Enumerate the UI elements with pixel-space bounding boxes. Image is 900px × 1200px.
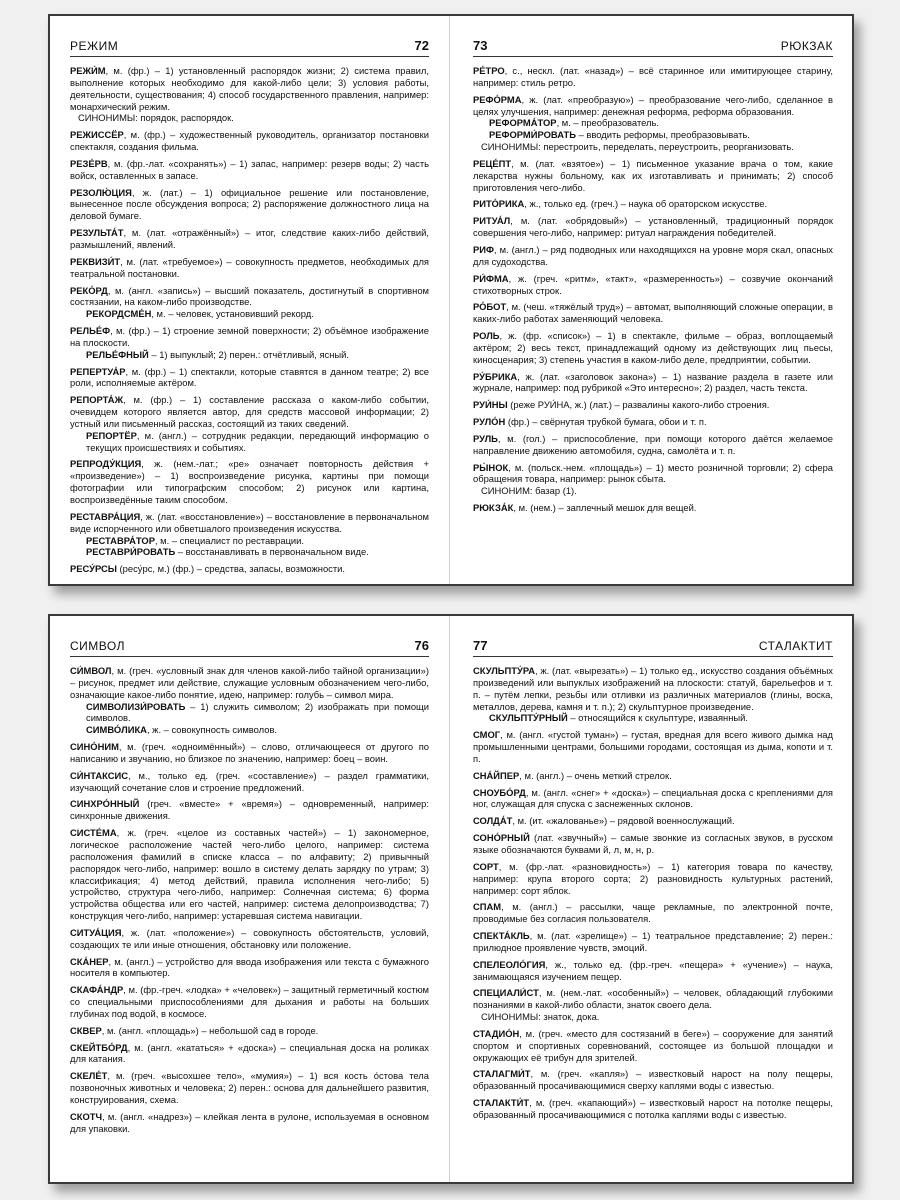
running-head xyxy=(473,638,833,657)
entry-definition: , м. (фр.) – 1) составление рассказа о каком-либо событии, очевидцем которого является автор, для средств массовой информации; 2) устный или письменный рассказ, состоящий из таких сведений. xyxy=(70,394,429,429)
derivative-definition: – вводить реформы, преобразовывать. xyxy=(575,129,750,141)
entry-headword: РЕКВИЗИ́Т xyxy=(70,255,121,267)
entry-definition: , м. (фр.) – 1) спектакли, которые ставятся в данном театре; 2) все роли, исполняемые актёром. xyxy=(70,365,429,389)
dictionary-entry xyxy=(70,827,429,922)
entry-definition: , м. (нем.-лат. «особенный») – человек, обладающий глубокими познаниями в какой-либо области, знаток своего дела. xyxy=(473,987,833,1011)
dictionary-entry xyxy=(70,1070,429,1106)
entry-headword: СПЕЦИАЛИ́СТ xyxy=(473,987,539,999)
dictionary-entry xyxy=(473,416,833,428)
dictionary-entry xyxy=(473,65,833,89)
derivative-headword: РЕСТАВРА́ТОР xyxy=(86,534,155,546)
entry-definition: , м. (англ.) – устройство для ввода изображения или текста с бумажного носителя в компьютер. xyxy=(70,955,429,979)
dictionary-entry xyxy=(473,433,833,457)
dictionary-entry xyxy=(473,832,833,856)
entry-derivative xyxy=(489,712,833,724)
entry-definition: , м. (фр.) – 1) установленный распорядок жизни; 2) система правил, выполнение которых необходимо для какой-либо цели; 3) условия работы, деятельности, существования; 4) способ государственного правления, например: монархический режим. xyxy=(70,65,429,112)
dictionary-entry xyxy=(473,1068,833,1092)
entry-headword: СОНО́РНЫЙ xyxy=(473,832,530,844)
entry-definition: , м. (греч. «капающий») – известковый нарост на потолке пещеры, образованный просачивающимися с потолка каплями воды с известью. xyxy=(473,1097,833,1120)
entry-definition: (греч. «вместе» + «время») – одновременный, например: синхронные движения. xyxy=(70,798,429,822)
dictionary-entry xyxy=(473,371,833,395)
dictionary-entry xyxy=(70,458,429,505)
entry-headword: СКУЛЬПТУ́РА xyxy=(473,665,536,676)
page-number: 72 xyxy=(414,38,429,53)
entry-headword: РИТО́РИКА xyxy=(473,198,525,210)
running-head-word: РЮКЗАК xyxy=(780,39,833,53)
dictionary-entry xyxy=(70,1111,429,1135)
derivative-headword: РЕПОРТЁР xyxy=(86,429,137,441)
entry-headword: СТАЛАКТИ́Т xyxy=(473,1097,530,1109)
entry-headword: СКЕЛЕ́Т xyxy=(70,1070,108,1082)
dictionary-entry xyxy=(473,399,833,411)
entry-headword: СМОГ xyxy=(473,729,501,741)
entry-headword: СИ́НТАКСИС xyxy=(70,769,129,781)
derivative-headword: РЕСТАВРИ́РОВАТЬ xyxy=(86,546,176,558)
entry-headword: РЕКО́РД xyxy=(70,284,108,296)
derivative-definition: , ж. – совокупность символов. xyxy=(146,724,278,736)
derivative-definition: , м. (англ.) – сотрудник редакции, передающий информацию о текущих происшествиях и событиях. xyxy=(86,429,429,453)
entry-definition: , м. (англ.) – очень меткий стрелок. xyxy=(519,769,672,781)
entry-definition: , ж. (лат. «положение») – совокупность обстоятельств, условий, создающих те или иные отношения, обстановку или положение. xyxy=(70,926,429,950)
entry-definition: , ж. (греч. «ритм», «такт», «размеренность») – созвучие окончаний стихотворных строк. xyxy=(473,272,833,296)
entry-definition: , м. (греч. «одноимённый») – слово, отличающееся от другого по написанию и звучанию, но близкое по значению, например: боец – воин. xyxy=(70,741,429,764)
derivative-definition: – 1) выпуклый; 2) перен.: отчётливый, ясный. xyxy=(148,348,350,360)
dictionary-entry xyxy=(473,665,833,724)
dictionary-entry xyxy=(70,394,429,453)
entry-definition: , м. (чеш. «тяжёлый труд») – автомат, выполняющий сложные операции, в каких-либо работах заменяющий человека. xyxy=(473,301,833,325)
dictionary-entry xyxy=(70,984,429,1020)
page-left xyxy=(50,616,450,1182)
entry-headword: РЕЗЕ́РВ xyxy=(70,157,108,169)
entry-definition: (фр.) – свёрнутая трубкой бумага, обои и т. п. xyxy=(505,416,707,428)
entry-definition: , с., нескл. (лат. «назад») – всё старинное или имитирующее старину, например: стиль ретро. xyxy=(473,65,833,88)
entry-definition: , ж., только ед. (фр.-греч. «пещера» + «учение») – наука, занимающаяся изучением пещер. xyxy=(473,958,833,982)
entry-definition: , м. (англ. «запись») – высший показатель, достигнутый в спортивном состязании, на каком-либо производстве. xyxy=(70,284,429,308)
entry-headword: РУЛО́Н xyxy=(473,416,506,428)
entry-derivative xyxy=(489,129,833,141)
entry-list xyxy=(473,65,833,514)
entry-headword: РОЛЬ xyxy=(473,330,500,342)
entry-headword: СПАМ xyxy=(473,901,502,913)
entry-headword: РЕЛЬЕ́Ф xyxy=(70,325,111,337)
entry-headword: РЕСУ́РСЫ xyxy=(70,563,117,575)
entry-headword: СТАДИО́Н xyxy=(473,1027,520,1039)
entry-definition: , м. (фр.-лат. «сохранять») – 1) запас, например: резерв воды; 2) часть войск, оставленных в запасе. xyxy=(70,157,429,181)
entry-definition: , м. (фр.-греч. «лодка» + «человек») – защитный герметичный костюм со специальными приспособлениями для дыхания и работы на больших глубинах под водой, в космосе. xyxy=(70,984,429,1019)
entry-headword: РЕПРОДУ́КЦИЯ xyxy=(70,458,142,470)
dictionary-entry xyxy=(473,1028,833,1064)
entry-headword: СКА́НЕР xyxy=(70,955,109,967)
entry-headword: СОРТ xyxy=(473,860,499,872)
entry-definition: , м. (гол.) – приспособление, при помощи которого даётся желаемое направление движению автомобиля, судна, самолёта и т. п. xyxy=(473,432,833,456)
entry-definition: , ж. (нем.-лат.; «ре» означает повторность действия + «произведение») – 1) воспроизведение рисунка, картины при помощи фотографии или типографским способом; 2) рисунок или картина, воспроизведённые таким способом. xyxy=(70,458,429,505)
dictionary-entry xyxy=(473,930,833,954)
entry-derivative xyxy=(86,535,429,547)
page-right xyxy=(453,16,853,584)
entry-headword: РЕЦЕ́ПТ xyxy=(473,157,512,169)
entry-headword: РЕЗОЛЮ́ЦИЯ xyxy=(70,186,132,198)
dictionary-entry xyxy=(70,511,429,558)
entry-headword: РЕСТАВРА́ЦИЯ xyxy=(70,510,141,522)
dictionary-entry xyxy=(473,861,833,897)
running-head xyxy=(70,638,429,657)
entry-definition: , м., только ед. (греч. «составление») – раздел грамматики, изучающий сочетание слов и строение предложений. xyxy=(70,769,429,793)
entry-derivative xyxy=(86,349,429,361)
entry-headword: СКЕЙТБО́РД xyxy=(70,1041,128,1053)
dictionary-entry xyxy=(70,158,429,182)
derivative-definition: – восстанавливать в первоначальном виде. xyxy=(175,546,369,558)
running-head xyxy=(70,38,429,57)
dictionary-entry xyxy=(70,65,429,124)
entry-definition: , ж. (лат. «преобразую») – преобразование чего-либо, сделанное в целях улучшения, например: денежная реформа, реформа образования. xyxy=(473,93,833,117)
entry-definition: , ж. (греч. «целое из составных частей») – 1) закономерное, логическое расположение частей чего-либо целого, например: система расположения фамилий в списке класса – по алфавиту; 2) привычный распорядок чего-либо, например: вошло в систему делать зарядку по утрам; 3) классификация; 4) метод действий, правила исполнения чего-либо; 5) устройство, структура чего-либо, например: Солнечная система; 6) форма устройства общества или его частей, например: система делопроизводства; 7) конструкция чего-либо, например: устаревшая система навигации. xyxy=(70,827,429,922)
derivative-headword: РЕЛЬЕ́ФНЫЙ xyxy=(86,348,149,360)
dictionary-entry xyxy=(70,1042,429,1066)
dictionary-entry xyxy=(70,665,429,736)
entry-headword: СИТУА́ЦИЯ xyxy=(70,926,122,938)
entry-headword: РО́БОТ xyxy=(473,301,507,313)
entry-derivative xyxy=(86,701,429,725)
dictionary-entry xyxy=(473,901,833,925)
entry-headword: СКВЕР xyxy=(70,1024,102,1036)
entry-headword: РЕ́ТРО xyxy=(473,65,505,76)
entry-definition: , м. (англ. «площадь») – небольшой сад в городе. xyxy=(101,1024,319,1036)
dictionary-entry xyxy=(70,129,429,153)
entry-definition: , ж., только ед. (греч.) – наука об ораторском искусстве. xyxy=(524,198,768,210)
dictionary-entry xyxy=(473,770,833,782)
dictionary-entry xyxy=(70,187,429,223)
entry-definition: , ж. (лат. «заголовок закона») – 1) название раздела в газете или журнале, например: под рубрикой «Это интересно»; 2) раздел, часть текста. xyxy=(473,370,833,394)
entry-headword: СИНХРО́ННЫЙ xyxy=(70,798,140,810)
page-number: 76 xyxy=(414,638,429,653)
dictionary-entry xyxy=(473,330,833,366)
entry-synonyms: СИНОНИМЫ: перестроить, переделать, переустроить, реорганизовать. xyxy=(481,141,794,153)
entry-synonyms: СИНОНИМЫ: знаток, дока. xyxy=(481,1011,600,1023)
dictionary-entry xyxy=(473,273,833,297)
dictionary-entry xyxy=(473,462,833,498)
page-right xyxy=(453,616,853,1182)
dictionary-entry xyxy=(70,256,429,280)
derivative-headword: СКУЛЬПТУ́РНЫЙ xyxy=(489,712,568,724)
dictionary-entry xyxy=(70,927,429,951)
derivative-headword: РЕКОРДСМЕ́Н xyxy=(86,308,152,320)
running-head-word: РЕЖИМ xyxy=(70,39,119,53)
entry-headword: РИФ xyxy=(473,243,494,255)
entry-headword: СИСТЕ́МА xyxy=(70,827,117,839)
dictionary-entry xyxy=(473,94,833,153)
page-number: 77 xyxy=(473,638,488,653)
dictionary-entry xyxy=(473,244,833,268)
spread-1 xyxy=(48,14,854,586)
entry-definition: , м. (польск.-нем. «площадь») – 1) место розничной торговли; 2) сфера обращения товара, например: рынок сбыта. xyxy=(473,461,833,485)
entry-list xyxy=(70,65,429,575)
dictionary-entry xyxy=(70,366,429,390)
dictionary-entry xyxy=(70,285,429,321)
entry-headword: СПЕКТА́КЛЬ xyxy=(473,930,530,942)
entry-definition: , м. (лат. «взятое») – 1) письменное указание врача о том, какие лекарства нужны больному, как их изготавливать и принимать; 2) способ приготовления чего-либо. xyxy=(473,157,833,193)
derivative-headword: СИМВО́ЛИКА xyxy=(86,724,147,736)
entry-definition: , м. (нем.) – заплечный мешок для вещей. xyxy=(513,502,697,514)
entry-derivative xyxy=(86,724,429,736)
entry-synonyms: СИНОНИМЫ: порядок, распорядок. xyxy=(78,112,234,124)
running-head-word: СТАЛАКТИТ xyxy=(758,639,833,653)
entry-headword: РЮКЗА́К xyxy=(473,502,514,514)
dictionary-entry xyxy=(473,502,833,514)
page-number: 73 xyxy=(473,38,488,53)
dictionary-entry xyxy=(70,325,429,361)
derivative-definition: , м. – преобразователь. xyxy=(556,117,659,129)
dictionary-entry xyxy=(473,301,833,325)
entry-headword: СКОТЧ xyxy=(70,1110,103,1122)
entry-definition: , ж. (лат.) – 1) официальное решение или постановление, вынесенное после обсуждения вопроса; 2) распоряжение должностного лица на деловой бумаге. xyxy=(70,186,429,222)
running-head xyxy=(473,38,833,57)
entry-definition: , м. (англ. «густой туман») – густая, вредная для всего живого дымка над промышленными центрами, большими городами, состоящая из дыма, копоти и т. п. xyxy=(473,729,833,764)
entry-definition: , м. (греч. «высохшее тело», «мумия») – 1) вся кость о́стова тела позвоночных животных и человека; 2) перен.: основа для дальнейшего развития, конструирования, схема. xyxy=(70,1070,429,1105)
entry-headword: СОЛДА́Т xyxy=(473,815,513,827)
entry-definition: , м. (лат. «обрядовый») – установленный, традиционный порядок совершения чего-либо, например: ритуал награждения победителей. xyxy=(473,215,833,239)
entry-definition: , м. (фр.) – художественный руководитель, организатор постановки спектакля, создания фильма. xyxy=(70,129,429,153)
entry-synonyms: СИНОНИМ: базар (1). xyxy=(481,485,577,497)
dictionary-entry xyxy=(70,770,429,794)
entry-definition: , м. (лат. «требуемое») – совокупность предметов, необходимых для театральной постановки. xyxy=(70,255,429,279)
entry-list xyxy=(473,665,833,1121)
entry-definition: , м. (ит. «жалованье») – рядовой военнослужащий. xyxy=(512,815,735,827)
entry-definition: , м. (фр.-лат. «разновидность») – 1) категория товара по качеству, например: крупа второго сорта; 2) разновидность культурных растений, например: сорт яблок. xyxy=(473,860,833,896)
entry-headword: СПЕЛЕОЛО́ГИЯ xyxy=(473,958,546,970)
entry-definition: , ж. (лат. «восстановление») – восстановление в первоначальном виде испорченного или обветшалого произведения искусства. xyxy=(70,510,429,534)
entry-definition: (лат. «звучный») – самые звонкие из согласных звуков, в русском языке обозначаются буквами й, л, м, н, р. xyxy=(473,832,833,855)
entry-definition: , м. (греч. «место для состязаний в беге») – сооружение для занятий спортом и спортивных соревнований, состоящее из большой площадки и окружающих её трибун для зрителей. xyxy=(473,1027,833,1063)
derivative-definition: – относящийся к скульптуре, изваянный. xyxy=(567,712,748,724)
entry-headword: РЕЖИ́М xyxy=(70,65,106,76)
dictionary-entry xyxy=(473,215,833,239)
entry-definition: , м. (лат. «отражённый») – итог, следствие каких-либо действий, размышлений, явлений. xyxy=(70,227,429,250)
derivative-headword: СИМВОЛИЗИ́РОВАТЬ xyxy=(86,700,186,712)
dictionary-entry xyxy=(473,815,833,827)
entry-headword: СНА́ЙПЕР xyxy=(473,769,520,781)
entry-headword: РЕФО́РМА xyxy=(473,93,522,105)
entry-headword: СНОУБО́РД xyxy=(473,786,526,798)
running-head-word: СИМВОЛ xyxy=(70,639,125,653)
entry-definition: , ж. (лат. «вырезать») – 1) только ед., искусство создания объёмных произведений или выпуклых изображений на плоскости: статуй, барельефов и т. п. – путём лепки, резьбы или отливки из различных материалов (глины, воска, металлов, дерева, камня и т. п.); 2) скульптурное произведение. xyxy=(473,665,833,712)
entry-definition: , м. (англ.) – ряд подводных или находящихся на уровне моря скал, опасных для судоходства. xyxy=(473,243,833,267)
entry-headword: РУИ́НЫ xyxy=(473,399,508,411)
entry-headword: СИ́МВОЛ xyxy=(70,665,112,676)
entry-headword: СКАФА́НДР xyxy=(70,984,124,996)
entry-definition: , м. (англ. «кататься» + «доска») – специальная доска на роликах для катания. xyxy=(70,1041,429,1065)
dictionary-entry xyxy=(70,956,429,980)
entry-definition: , м. (фр.) – 1) строение земной поверхности; 2) объёмное изображение на плоскости. xyxy=(70,325,429,348)
entry-headword: СИНО́НИМ xyxy=(70,741,119,753)
entry-headword: РУЛЬ xyxy=(473,432,498,444)
dictionary-entry xyxy=(70,227,429,251)
dictionary-entry xyxy=(70,563,429,575)
entry-definition: (ресу́рс, м.) (фр.) – средства, запасы, возможности. xyxy=(116,563,345,575)
entry-definition: , ж. (фр. «список») – 1) в спектакле, фильме – образ, воплощаемый актёром; 2) весь текст, принадлежащий одному из действующих лиц пьесы, киносценария; 3) степень участия в каком-либо деле, предприятии, событии. xyxy=(473,330,833,365)
entry-headword: СТАЛАГМИ́Т xyxy=(473,1068,531,1080)
derivative-headword: РЕФОРМА́ТОР xyxy=(489,117,557,129)
entry-definition: , м. (англ. «надрез») – клейкая лента в рулоне, используемая в основном для упаковки. xyxy=(70,1110,429,1134)
entry-definition: , м. (лат. «зрелище») – 1) театральное представление; 2) перен.: прилюдное проявление чувств, эмоций. xyxy=(473,930,833,953)
dictionary-entry xyxy=(70,741,429,765)
dictionary-entry xyxy=(473,959,833,983)
entry-headword: РЕПЕРТУА́Р xyxy=(70,365,126,377)
entry-headword: РЕПОРТА́Ж xyxy=(70,394,124,406)
dictionary-entry xyxy=(473,729,833,765)
derivative-definition: , м. – специалист по реставрации. xyxy=(154,534,305,546)
entry-headword: РИТУА́Л xyxy=(473,215,511,227)
dictionary-entry xyxy=(473,158,833,194)
page-left xyxy=(50,16,450,584)
dictionary-entry xyxy=(473,198,833,210)
derivative-headword: РЕФОРМИ́РОВАТЬ xyxy=(489,129,576,141)
entry-list xyxy=(70,665,429,1135)
entry-definition: , м. (англ. «снег» + «доска») – специальная доска с креплениями для ног, служащая для спуска с заснеженных склонов. xyxy=(473,786,833,810)
entry-definition: , м. (греч. «условный знак для членов какой-либо тайной организации») – рисунок, предмет или действие, служащие условным обозначением чего-либо, означающие какое-либо понятие, идею, например: голубь – символ мира. xyxy=(70,665,429,700)
dictionary-entry xyxy=(473,787,833,811)
entry-headword: РЕЖИССЁР xyxy=(70,129,124,141)
entry-headword: РИ́ФМА xyxy=(473,272,509,284)
dictionary-entry xyxy=(70,798,429,822)
derivative-definition: , м. – человек, установивший рекорд. xyxy=(151,308,314,320)
entry-definition: , м. (греч. «капля») – известковый нарост на полу пещеры, образованный просачивающимися сверху каплями воды с известью. xyxy=(473,1068,833,1092)
entry-definition: , м. (англ.) – рассылки, чаще рекламные, по электронной почте, проводимые без согласия пользователя. xyxy=(473,901,833,925)
entry-derivative xyxy=(489,117,833,129)
entry-headword: РЫ́НОК xyxy=(473,461,509,473)
entry-headword: РУ́БРИКА xyxy=(473,370,518,382)
spread-2 xyxy=(48,614,854,1184)
entry-derivative xyxy=(86,546,429,558)
entry-definition: (реже РУИ́НА, ж.) (лат.) – развалины какого-либо строения. xyxy=(507,399,770,411)
dictionary-entry xyxy=(473,1097,833,1121)
entry-derivative xyxy=(86,430,429,454)
derivative-definition: – 1) служить символом; 2) изображать при помощи символов. xyxy=(86,700,429,724)
entry-derivative xyxy=(86,308,429,320)
entry-headword: РЕЗУЛЬТА́Т xyxy=(70,227,124,239)
dictionary-entry xyxy=(473,987,833,1023)
dictionary-entry xyxy=(70,1025,429,1037)
